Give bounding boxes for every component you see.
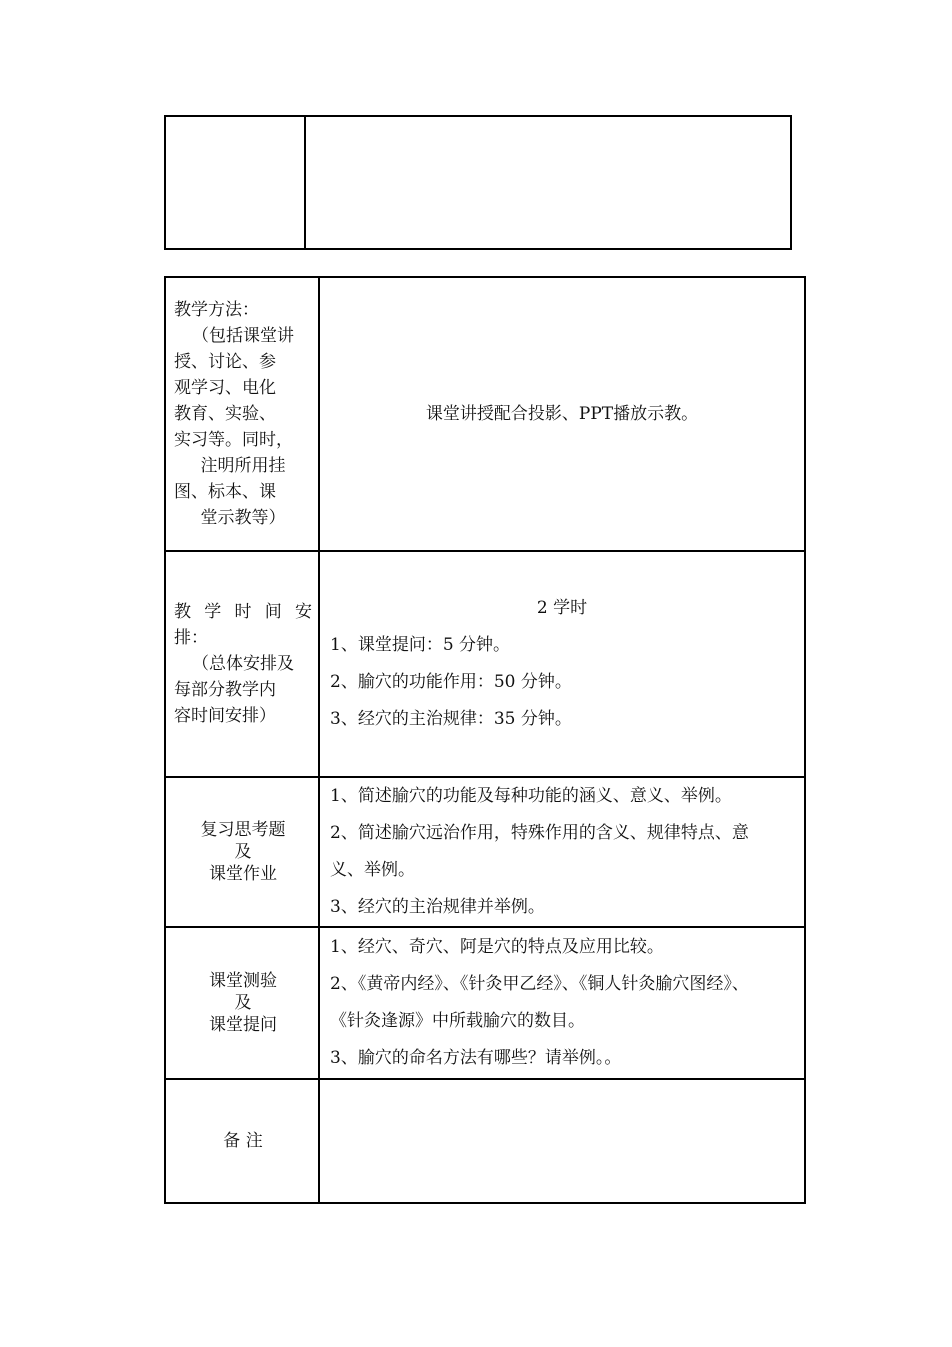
quiz-item: 2、《黄帝内经》、《针灸甲乙经》、《铜人针灸腧穴图经》、 [330, 974, 749, 994]
methods-label-line: 注明所用挂 [200, 456, 286, 476]
quiz-item: 《针灸逢源》中所载腧穴的数目。 [330, 1011, 585, 1031]
review-item: 3、经穴的主治规律并举例。 [330, 897, 545, 917]
schedule-content [319, 551, 805, 777]
methods-row [165, 277, 805, 551]
methods-label-line: 实习等。同时， [174, 430, 293, 450]
review-item: 2、简述腧穴远治作用，特殊作用的含义、规律特点、意 [330, 823, 749, 843]
schedule-label-line: 每部分教学内 [174, 680, 276, 700]
review-content [319, 777, 805, 927]
quiz-label [165, 927, 319, 1079]
schedule-label-line: （总体安排及 [192, 654, 294, 674]
methods-label-line: （包括课堂讲 [192, 326, 294, 346]
quiz-item: 1、经穴、奇穴、阿是穴的特点及应用比较。 [330, 937, 664, 957]
review-label-line: 课堂作业 [209, 864, 277, 884]
quiz-label-line: 及 [234, 993, 252, 1013]
review-row [165, 777, 805, 927]
quiz-content [319, 927, 805, 1079]
methods-text: 课堂讲授配合投影、PPT播放示教。 [425, 404, 699, 424]
schedule-label-line: 排： [174, 628, 208, 648]
review-label-line: 及 [234, 842, 252, 862]
schedule-item: 3、经穴的主治规律：35 分钟。 [330, 709, 572, 729]
quiz-label-line: 课堂提问 [209, 1015, 277, 1035]
top-table [164, 115, 792, 250]
quiz-row [165, 927, 805, 1079]
schedule-label-line: 容时间安排） [174, 706, 276, 726]
review-item: 1、简述腧穴的功能及每种功能的涵义、意义、举例。 [330, 786, 732, 806]
notes-label-text: 备 注 [223, 1131, 263, 1151]
notes-label [165, 1079, 319, 1203]
schedule-item: 1、课堂提问：5 分钟。 [330, 635, 511, 655]
schedule-total: 2 学时 [536, 598, 588, 618]
methods-label-line: 教学方法： [174, 300, 259, 320]
notes-content [319, 1079, 805, 1203]
top-left-cell [165, 116, 305, 249]
schedule-label-line: 教 学 时 间 安 [174, 602, 312, 622]
schedule-row [165, 551, 805, 777]
review-label [165, 777, 319, 927]
schedule-label [165, 551, 319, 777]
quiz-label-line: 课堂测验 [209, 971, 277, 991]
lesson-plan-table [164, 276, 806, 1204]
methods-label-line: 观学习、电化 [174, 378, 276, 398]
quiz-item: 3、腧穴的命名方法有哪些？请举例。。 [330, 1048, 622, 1068]
review-label-line: 复习思考题 [200, 820, 286, 840]
methods-label [165, 277, 319, 551]
review-item: 义、举例。 [330, 860, 415, 880]
top-right-cell [305, 116, 791, 249]
methods-label-line: 授、讨论、参 [174, 352, 276, 372]
schedule-item: 2、腧穴的功能作用：50 分钟。 [330, 672, 572, 692]
methods-label-line: 教育、实验、 [174, 404, 276, 424]
methods-label-line: 堂示教等） [200, 508, 286, 528]
methods-content [319, 277, 805, 551]
methods-label-line: 图、标本、课 [174, 482, 276, 502]
notes-row [165, 1079, 805, 1203]
